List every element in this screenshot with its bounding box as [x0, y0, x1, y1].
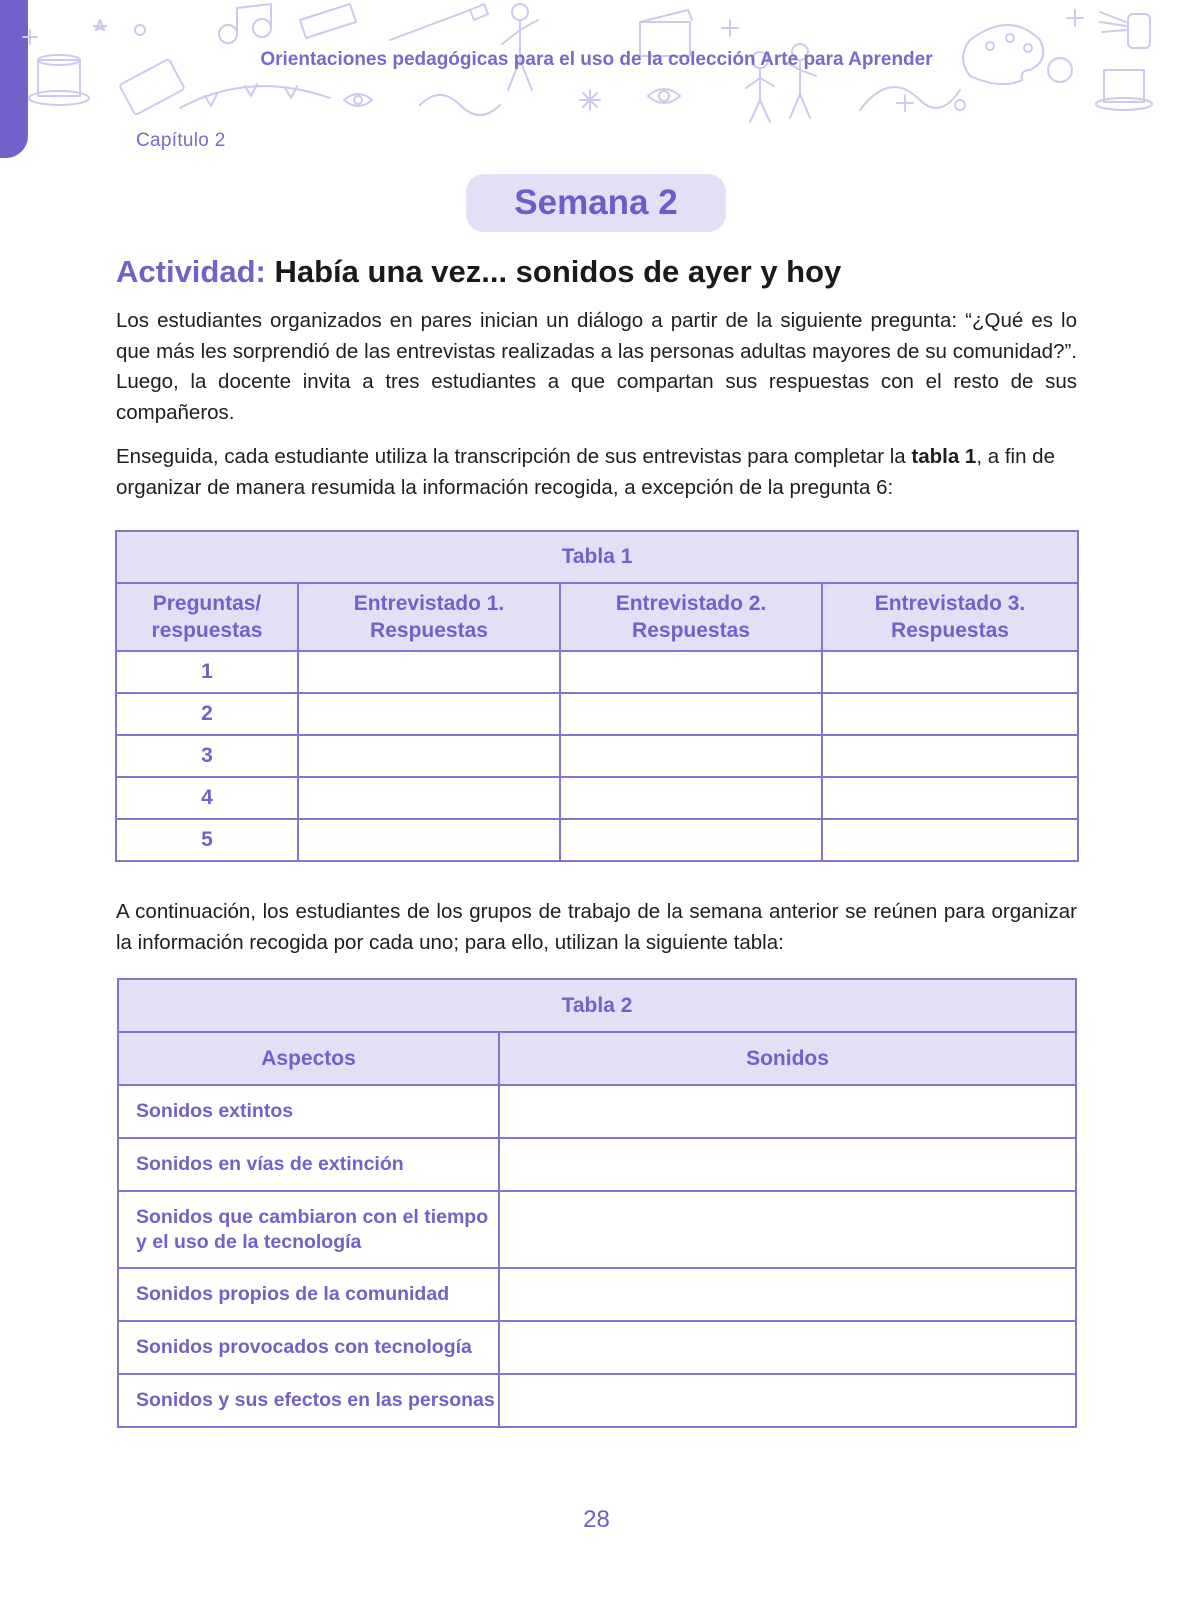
table-2: [117, 978, 1077, 1428]
question-number: 2: [116, 693, 298, 735]
answer-cell: [560, 651, 822, 693]
table-1: [115, 530, 1079, 862]
table-row: [116, 819, 1078, 861]
chapter-label: Capítulo 2: [136, 130, 226, 151]
table-row: [118, 1191, 1076, 1268]
aspect-cell: Sonidos que cambiaron con el tiempo y el uso de la tecnología: [118, 1191, 499, 1268]
table-row: [116, 693, 1078, 735]
table1-caption: Tabla 1: [116, 531, 1078, 583]
table-row: [116, 651, 1078, 693]
table1-header-cell: Entrevistado 3. Respuestas: [822, 583, 1078, 651]
question-number: 3: [116, 735, 298, 777]
question-number: 4: [116, 777, 298, 819]
question-number: 1: [116, 651, 298, 693]
p2-bold-ref: tabla 1: [911, 445, 977, 468]
p2-text-after: , a fin de organizar de manera resumida la información recogida, a excepción de la pregunta 6:: [116, 445, 1055, 499]
sounds-cell: [499, 1268, 1076, 1321]
table-row: [118, 1321, 1076, 1374]
table1-instruction-paragraph: [116, 442, 1077, 503]
aspect-cell: Sonidos extintos: [118, 1085, 499, 1138]
activity-heading: [116, 254, 1076, 290]
table1-header-cell: Entrevistado 2. Respuestas: [560, 583, 822, 651]
answer-cell: [822, 819, 1078, 861]
sounds-cell: [499, 1321, 1076, 1374]
aspect-cell: Sonidos y sus efectos en las personas: [118, 1374, 499, 1427]
answer-cell: [822, 651, 1078, 693]
table2-caption: Tabla 2: [118, 979, 1076, 1032]
sounds-cell: [499, 1374, 1076, 1427]
sounds-cell: [499, 1085, 1076, 1138]
answer-cell: [560, 819, 822, 861]
table-row: [118, 1268, 1076, 1321]
table-row: [118, 1138, 1076, 1191]
table2-header-cell: Aspectos: [118, 1032, 499, 1085]
aspect-cell: Sonidos en vías de extinción: [118, 1138, 499, 1191]
table1-header-cell: Entrevistado 1. Respuestas: [298, 583, 560, 651]
answer-cell: [822, 735, 1078, 777]
table1-header-cell: Preguntas/ respuestas: [116, 583, 298, 651]
running-header: Orientaciones pedagógicas para el uso de la colección Arte para Aprender: [260, 49, 933, 70]
p2-text-before: Enseguida, cada estudiante utiliza la transcripción de sus entrevistas para completar la: [116, 445, 912, 468]
answer-cell: [560, 735, 822, 777]
aspect-cell: Sonidos propios de la comunidad: [118, 1268, 499, 1321]
sounds-cell: [499, 1138, 1076, 1191]
answer-cell: [298, 819, 560, 861]
table1-header-row: [116, 583, 1078, 651]
answer-cell: [298, 693, 560, 735]
answer-cell: [560, 777, 822, 819]
table2-header-cell: Sonidos: [499, 1032, 1076, 1085]
table2-instruction-paragraph: A continuación, los estudiantes de los grupos de trabajo de la semana anterior se reúnen para organizar la información recogida por cada uno; para ello, utilizan la siguiente tabla:: [116, 900, 1077, 954]
table2-header-row: [118, 1032, 1076, 1085]
question-number: 5: [116, 819, 298, 861]
intro-paragraph: Los estudiantes organizados en pares inician un diálogo a partir de la siguiente pregunta: “¿Qué es lo que más les sorprendió de las entrevistas realizadas a las personas adultas mayores de su comunidad?”. Luego, la docente invita a tres estudiantes a que compartan sus respuestas con el resto de sus compañeros.: [116, 309, 1077, 424]
page-number: 28: [583, 1506, 610, 1533]
week-badge: Semana 2: [466, 174, 726, 232]
table-row: [116, 735, 1078, 777]
answer-cell: [298, 651, 560, 693]
activity-label: Actividad:: [116, 254, 266, 289]
aspect-cell: Sonidos provocados con tecnología: [118, 1321, 499, 1374]
answer-cell: [822, 777, 1078, 819]
table-row: [116, 777, 1078, 819]
answer-cell: [822, 693, 1078, 735]
sounds-cell: [499, 1191, 1076, 1268]
table-row: [118, 1085, 1076, 1138]
answer-cell: [560, 693, 822, 735]
answer-cell: [298, 735, 560, 777]
table-row: [118, 1374, 1076, 1427]
activity-title: Había una vez... sonidos de ayer y hoy: [274, 254, 842, 289]
answer-cell: [298, 777, 560, 819]
